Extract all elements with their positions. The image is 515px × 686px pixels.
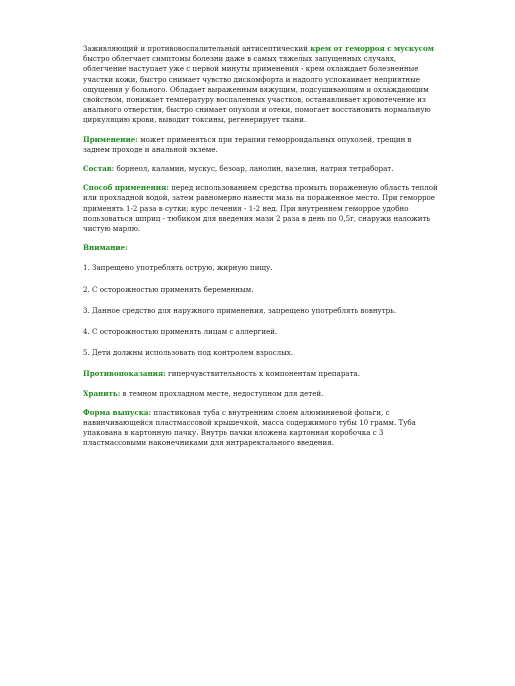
form-paragraph [83,408,439,449]
method-paragraph [83,183,439,234]
attention-heading [83,243,439,253]
attention-item-2: 2. С осторожностью применять беременным. [83,284,254,294]
document-page [83,44,439,458]
attention-item-4: 4. С осторожностью применять лицам с аллергией. [83,327,278,337]
contraindications-label: Противопоказания: [83,369,166,379]
form-label: Форма выпуска: [83,407,152,417]
composition-text: борнеол, каламин, мускус, безоар, ланолин, вазелин, натрия тетраборат. [114,164,394,174]
intro-lead: Заживляющий и противовоспалительный антисептический [83,44,311,53]
composition-label: Состав: [83,164,115,174]
attention-label: Внимание: [83,243,128,253]
storage-label: Хранить: [83,388,121,398]
form-text: пластиковая туба с внутренним слоем алюминиевой фольги, с навинчивающейся пластмассовой крышечкой, масса содержимого тубы 10 грамм. Туба упакована в картонную пачку. Внутрь пачки вложена картонная коробочка с 3 пластмассовыми наконечниками для интраректального введения. [83,407,416,448]
composition-paragraph [83,164,439,174]
intro-paragraph [83,44,439,126]
storage-text: в темном прохладном месте, недоступном для детей. [120,388,324,398]
product-name-highlight: крем от геморроя с мускусом [310,44,434,53]
attention-item-3: 3. Данное средство для наружного применения, запрещено употреблять вовнутрь. [83,305,397,315]
intro-text: быстро облегчает симптомы болезни даже в самых тяжелых запущенных случаях, облегчение наступает уже с первой минуты применения - крем охлаждает болезненные участки кожи, быстро снимает чувство дискомфорта и надолго успокаивает неприятные ощущения у больного. Обладает выраженным вяжущим, подсушивающим и охлаждающим свойством, понижает температуру воспаленных участков, останавливает кровотечение из анального отверстия, быстро снимает опухоли и отеки, помогает восстановить нормальную циркуляцию крови, выводит токсины, регенерирует ткани. [83,54,431,125]
attention-item-5: 5. Дети должны использовать под контролем взрослых. [83,348,293,358]
storage-paragraph [83,389,439,399]
method-label: Способ применения: [83,183,169,193]
attention-item-1: 1. Запрещено употреблять острую, жирную пищу. [83,263,273,273]
application-text: может применяться при терапии геморроидальных опухолей, трещин в заднем проходе и анальной экземе. [83,134,412,154]
application-label: Применение: [83,134,138,144]
method-text: перед использованием средства промыть пораженную область теплой или прохладной водой, затем равномерно нанести мазь на пораженное место. При геморрое применять 1-2 раза в сутки; курс лечения - 1-2 нед. При внутреннем геморрое удобно пользоваться шприц - тюбиком для введения мази 2 раза в день по 0,5г, снаружи наложить чистую марлю. [83,183,438,234]
application-paragraph [83,135,439,155]
contraindications-paragraph [83,369,439,379]
contraindications-text: гиперчувствительность к компонентам препарата. [165,369,361,379]
